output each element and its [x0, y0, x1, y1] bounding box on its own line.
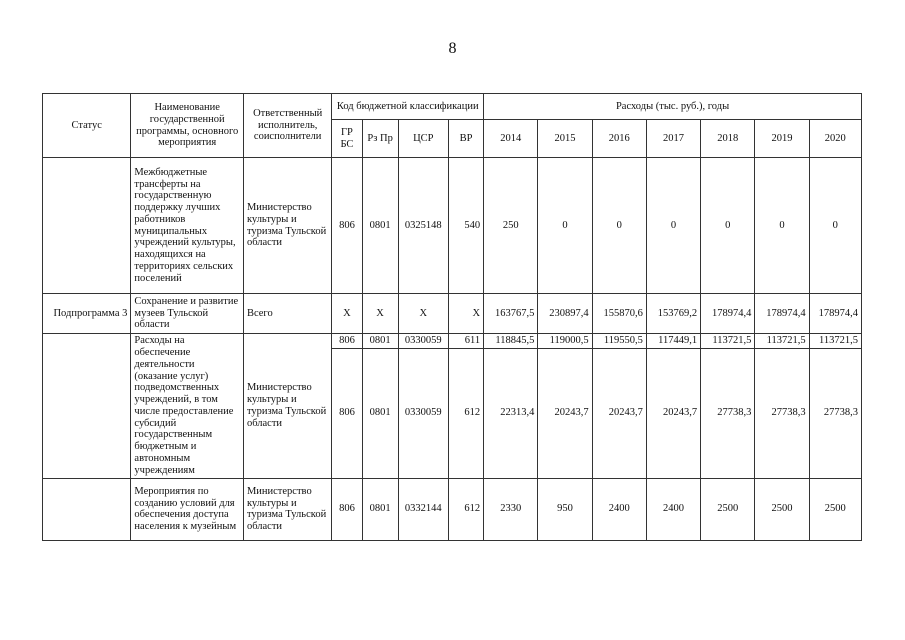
value-cell: 178974,4	[809, 294, 861, 334]
value-cell: 2500	[809, 478, 861, 540]
value-cell: 230897,4	[538, 294, 592, 334]
program-name-cell: Сохранение и развитие музеев Тульской области	[131, 294, 244, 334]
value-cell: 0	[538, 158, 592, 294]
csr-cell: X	[398, 294, 448, 334]
value-cell: 2330	[484, 478, 538, 540]
value-cell: 117449,1	[646, 334, 700, 349]
value-cell: 113721,5	[809, 334, 861, 349]
value-cell: 2500	[755, 478, 809, 540]
rzpr-cell: 0801	[362, 334, 398, 349]
grbs-cell: X	[332, 294, 362, 334]
status-cell	[43, 478, 131, 540]
header-year: 2018	[701, 120, 755, 158]
header-year: 2016	[592, 120, 646, 158]
header-year: 2019	[755, 120, 809, 158]
value-cell: 155870,6	[592, 294, 646, 334]
vr-cell: 612	[448, 478, 483, 540]
value-cell: 178974,4	[755, 294, 809, 334]
executor-cell: Министерство культуры и туризма Тульской области	[243, 158, 331, 294]
value-cell: 20243,7	[538, 348, 592, 478]
value-cell: 0	[592, 158, 646, 294]
csr-cell: 0332144	[398, 478, 448, 540]
program-name-cell: Межбюджетные трансферты на государственную поддержку лучших работников муниципальных учреждений культуры, находящихся на территориях сельских поселений	[131, 158, 244, 294]
value-cell: 2400	[592, 478, 646, 540]
grbs-cell: 806	[332, 158, 362, 294]
header-vr: ВР	[448, 120, 483, 158]
value-cell: 22313,4	[484, 348, 538, 478]
value-cell: 2500	[701, 478, 755, 540]
grbs-cell: 806	[332, 348, 362, 478]
vr-cell: X	[448, 294, 483, 334]
header-grbs: ГР БС	[332, 120, 362, 158]
header-status: Статус	[43, 94, 131, 158]
value-cell: 0	[809, 158, 861, 294]
grbs-cell: 806	[332, 334, 362, 349]
value-cell: 20243,7	[592, 348, 646, 478]
executor-cell: Министерство культуры и туризма Тульской области	[243, 334, 331, 479]
header-year: 2017	[646, 120, 700, 158]
csr-cell: 0330059	[398, 348, 448, 478]
value-cell: 0	[701, 158, 755, 294]
header-budget-code: Код бюджетной классификации	[332, 94, 484, 120]
budget-table	[42, 93, 862, 541]
value-cell: 163767,5	[484, 294, 538, 334]
program-name-cell: Расходы на обеспечение деятельности (оказание услуг) подведомственных учреждений, в том числе предоставление субсидий государственным бюджетным и автономным учреждениям	[131, 334, 244, 479]
header-program-name: Наименование государственной программы, основного мероприятия	[131, 94, 244, 158]
value-cell: 119550,5	[592, 334, 646, 349]
header-executor: Ответственный исполнитель, соисполнители	[243, 94, 331, 158]
program-name-cell: Мероприятия по созданию условий для обеспечения доступа населения к музейным	[131, 478, 244, 540]
status-cell	[43, 334, 131, 479]
value-cell: 2400	[646, 478, 700, 540]
table-row	[43, 158, 862, 294]
value-cell: 153769,2	[646, 294, 700, 334]
rzpr-cell: 0801	[362, 478, 398, 540]
value-cell: 0	[646, 158, 700, 294]
header-expenses: Расходы (тыс. руб.), годы	[484, 94, 862, 120]
header-csr: ЦСР	[398, 120, 448, 158]
rzpr-cell: 0801	[362, 158, 398, 294]
value-cell: 27738,3	[755, 348, 809, 478]
value-cell: 27738,3	[701, 348, 755, 478]
value-cell: 27738,3	[809, 348, 861, 478]
rzpr-cell: 0801	[362, 348, 398, 478]
value-cell: 113721,5	[755, 334, 809, 349]
csr-cell: 0330059	[398, 334, 448, 349]
value-cell: 178974,4	[701, 294, 755, 334]
vr-cell: 540	[448, 158, 483, 294]
table-row	[43, 334, 862, 349]
value-cell: 118845,5	[484, 334, 538, 349]
status-cell: Подпрограмма 3	[43, 294, 131, 334]
rzpr-cell: X	[362, 294, 398, 334]
value-cell: 0	[755, 158, 809, 294]
header-rzpr: Рз Пр	[362, 120, 398, 158]
table-row	[43, 478, 862, 540]
value-cell: 250	[484, 158, 538, 294]
value-cell: 950	[538, 478, 592, 540]
vr-cell: 612	[448, 348, 483, 478]
status-cell	[43, 158, 131, 294]
executor-cell: Министерство культуры и туризма Тульской области	[243, 478, 331, 540]
page-number: 8	[448, 40, 457, 57]
grbs-cell: 806	[332, 478, 362, 540]
value-cell: 20243,7	[646, 348, 700, 478]
header-year: 2014	[484, 120, 538, 158]
table-row	[43, 294, 862, 334]
value-cell: 119000,5	[538, 334, 592, 349]
header-year: 2020	[809, 120, 861, 158]
vr-cell: 611	[448, 334, 483, 349]
header-year: 2015	[538, 120, 592, 158]
csr-cell: 0325148	[398, 158, 448, 294]
executor-cell: Всего	[243, 294, 331, 334]
value-cell: 113721,5	[701, 334, 755, 349]
